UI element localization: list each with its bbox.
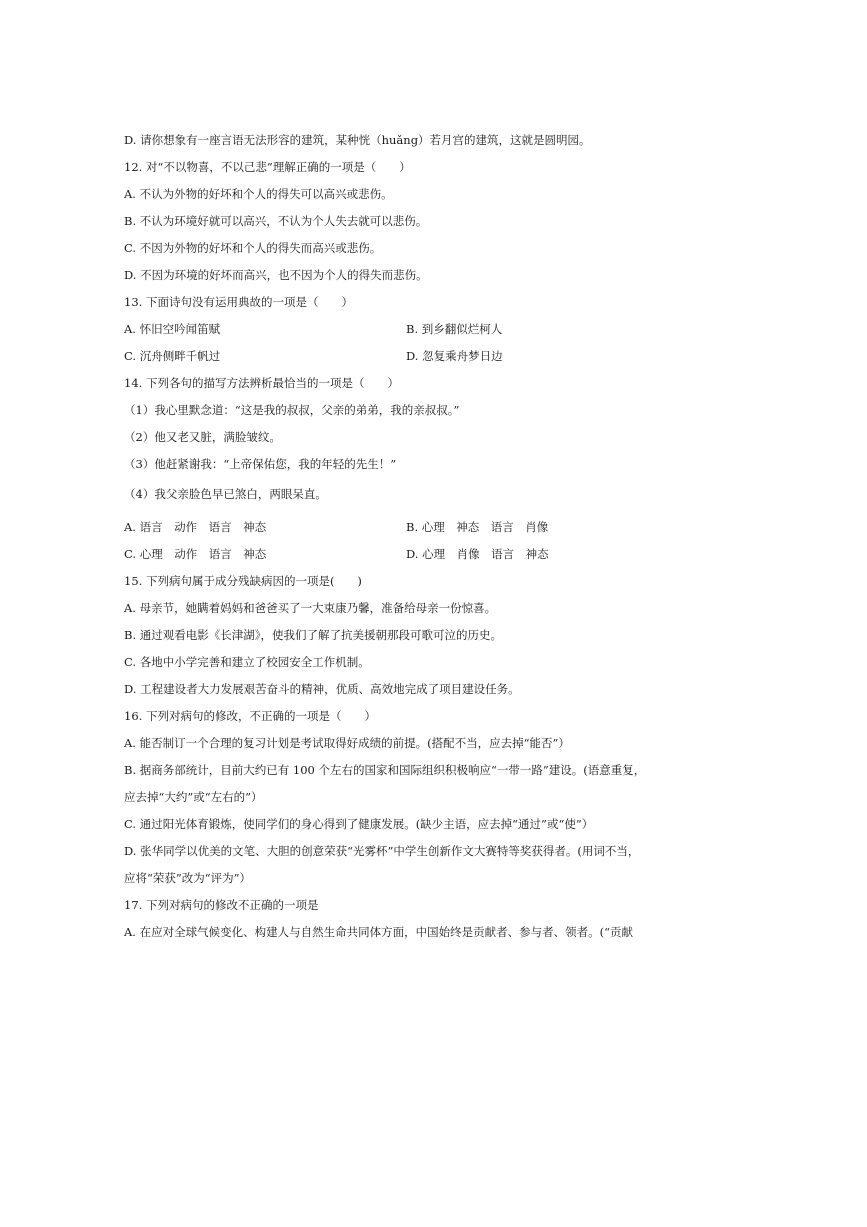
q12-option-d: D. 不因为环境的好坏而高兴，也不因为个人的得失而悲伤。 xyxy=(124,268,428,282)
q14-sentence-1: （1）我心里默念道：“这是我的叔叔，父亲的弟弟，我的亲叔叔。” xyxy=(124,403,460,417)
q14-option-c: C. 心理 动作 语言 神态 xyxy=(124,547,267,561)
q13-option-d: D. 忽复乘舟梦日边 xyxy=(406,349,503,363)
q12-option-b: B. 不认为环境好就可以高兴，不认为个人失去就可以悲伤。 xyxy=(124,214,428,228)
q13-option-c: C. 沉舟侧畔千帆过 xyxy=(124,349,221,363)
q13-stem: 13. 下面诗句没有运用典故的一项是（ ） xyxy=(124,295,353,309)
q16-option-d-cont: 应将“荣获”改为“评为”） xyxy=(124,871,252,885)
q12-stem: 12. 对“不以物喜，不以己悲”理解正确的一项是（ ） xyxy=(124,160,411,174)
q17-option-a: A. 在应对全球气候变化、构建人与自然生命共同体方面，中国始终是贡献者、参与者、领者。(“贡献 xyxy=(124,925,633,939)
q15-option-d: D. 工程建设者大力发展艰苦奋斗的精神，优质、高效地完成了项目建设任务。 xyxy=(124,682,520,696)
q14-stem: 14. 下列各句的描写方法辨析最恰当的一项是（ ） xyxy=(124,376,399,390)
q13-option-a: A. 怀旧空吟闻笛赋 xyxy=(124,322,221,336)
q15-stem: 15. 下列病句属于成分残缺病因的一项是( ) xyxy=(124,574,362,588)
q12-option-a: A. 不认为外物的好坏和个人的得失可以高兴或悲伤。 xyxy=(124,187,393,201)
q16-stem: 16. 下列对病句的修改，不正确的一项是（ ） xyxy=(124,709,376,723)
q14-sentence-4: （4）我父亲脸色早已煞白，两眼呆直。 xyxy=(124,487,327,501)
q16-option-b-cont: 应去掉“大约”或“左右的”） xyxy=(124,790,263,804)
q16-option-a: A. 能否制订一个合理的复习计划是考试取得好成绩的前提。(搭配不当，应去掉“能否”） xyxy=(124,736,570,750)
q15-option-a: A. 母亲节，她瞒着妈妈和爸爸买了一大束康乃馨，准备给母亲一份惊喜。 xyxy=(124,601,497,615)
q16-option-b: B. 据商务部统计，目前大约已有 100 个左右的国家和国际组织积极响应“一带一路”建设。(语意重复， xyxy=(124,763,646,777)
q15-option-b: B. 通过观看电影《长津湖》，使我们了解了抗美援朝那段可歌可泣的历史。 xyxy=(124,628,503,642)
q14-sentence-2: （2）他又老又脏，满脸皱纹。 xyxy=(124,430,281,444)
q14-option-d: D. 心理 肖像 语言 神态 xyxy=(406,547,549,561)
q13-option-b: B. 到乡翻似烂柯人 xyxy=(406,322,503,336)
q12-option-c: C. 不因为外物的好坏和个人的得失而高兴或悲伤。 xyxy=(124,241,382,255)
q14-option-b: B. 心理 神态 语言 肖像 xyxy=(406,520,549,534)
q11-option-d: D. 请你想象有一座言语无法形容的建筑，某种恍（huǎng）若月宫的建筑，这就是圆明园。 xyxy=(124,133,591,147)
q14-option-a: A. 语言 动作 语言 神态 xyxy=(124,520,267,534)
q15-option-c: C. 各地中小学完善和建立了校园安全工作机制。 xyxy=(124,655,370,669)
q16-option-d: D. 张华同学以优美的文笔、大胆的创意荣获“光雾杯”中学生创新作文大赛特等奖获得者。(用词不当， xyxy=(124,844,640,858)
q16-option-c: C. 通过阳光体育锻炼，使同学们的身心得到了健康发展。(缺少主语，应去掉“通过”或“使”） xyxy=(124,817,594,831)
q17-stem: 17. 下列对病句的修改不正确的一项是 xyxy=(124,898,319,912)
q14-sentence-3: （3）他赶紧谢我：“上帝保佑您，我的年轻的先生！” xyxy=(124,457,397,471)
